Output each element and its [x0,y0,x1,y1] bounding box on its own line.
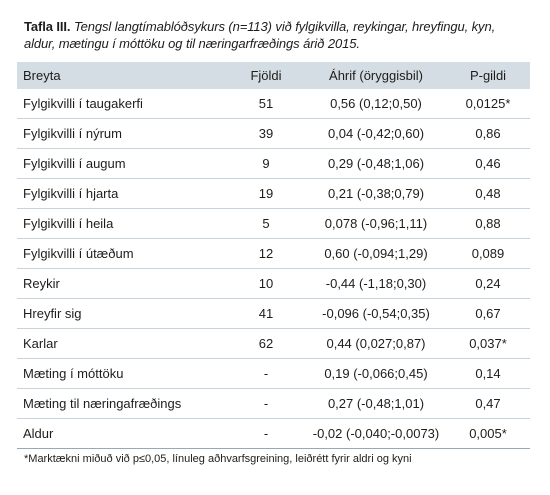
table-row [17,419,530,449]
cell-variable: Reykir [23,276,60,291]
cell-effect: -0,096 (-0,54;0,35) [322,306,430,321]
header-effect: Áhrif (öryggisbil) [329,68,423,83]
cell-count: 12 [258,246,274,261]
cell-count: 39 [258,126,274,141]
cell-variable: Aldur [23,426,54,441]
cell-pvalue: 0,0125* [465,96,511,111]
table-footnote: *Marktækni miðuð við p≤0,05, línuleg aðhvarfsgreining, leiðrétt fyrir aldri og kyni [24,453,412,465]
cell-pvalue: 0,67 [475,306,501,321]
cell-pvalue: 0,88 [475,216,501,231]
cell-effect: 0,60 (-0,094;1,29) [324,246,428,261]
cell-effect: 0,56 (0,12;0,50) [330,96,422,111]
table-row [17,329,530,359]
cell-count: 5 [262,216,270,231]
cell-pvalue: 0,86 [475,126,501,141]
cell-count: 51 [258,96,274,111]
caption-text: Tengsl langtímablóðsykurs (n=113) við fylgikvilla, reykingar, hreyfingu, kyn, aldur, mætingu í móttöku og til næringarfræðings árið 2015. [24,19,496,51]
cell-variable: Fylgikvilli í augum [23,156,126,171]
cell-pvalue: 0,14 [475,366,501,381]
cell-variable: Fylgikvilli í útæðum [23,246,134,261]
table-row [17,359,530,389]
table-row [17,239,530,269]
cell-effect: 0,21 (-0,38;0,79) [327,186,425,201]
cell-variable: Karlar [23,336,58,351]
header-variable: Breyta [23,68,61,83]
table-row [17,149,530,179]
cell-effect: -0,02 (-0,040;-0,0073) [312,426,440,441]
cell-variable: Mæting til næringafræðings [23,396,182,411]
cell-count: 19 [258,186,274,201]
cell-pvalue: 0,47 [475,396,501,411]
cell-variable: Fylgikvilli í hjarta [23,186,119,201]
cell-effect: 0,04 (-0,42;0,60) [327,126,425,141]
table-row [17,389,530,419]
table-row [17,299,530,329]
header-count: Fjöldi [250,68,282,83]
cell-count: - [263,396,269,411]
cell-count: 41 [258,306,274,321]
table-caption [24,18,529,52]
cell-variable: Hreyfir sig [23,306,82,321]
table-row [17,89,530,119]
cell-pvalue: 0,005* [469,426,507,441]
cell-pvalue: 0,037* [469,336,507,351]
cell-effect: -0,44 (-1,18;0,30) [325,276,427,291]
cell-effect: 0,29 (-0,48;1,06) [327,156,425,171]
cell-variable: Mæting í móttöku [23,366,124,381]
table-row [17,269,530,299]
caption-label: Tafla III. [24,19,71,34]
cell-variable: Fylgikvilli í nýrum [23,126,122,141]
cell-pvalue: 0,46 [475,156,501,171]
table-row [17,179,530,209]
results-table [17,62,530,449]
cell-count: - [263,426,269,441]
cell-effect: 0,27 (-0,48;1,01) [327,396,425,411]
cell-effect: 0,44 (0,027;0,87) [326,336,426,351]
cell-effect: 0,078 (-0,96;1,11) [324,216,428,231]
cell-pvalue: 0,24 [475,276,501,291]
table-header-row [17,62,530,89]
cell-variable: Fylgikvilli í heila [23,216,114,231]
cell-variable: Fylgikvilli í taugakerfi [23,96,143,111]
cell-effect: 0,19 (-0,066;0,45) [324,366,428,381]
header-pvalue: P-gildi [469,68,507,83]
cell-count: 9 [262,156,270,171]
cell-count: - [263,366,269,381]
cell-count: 62 [258,336,274,351]
cell-count: 10 [258,276,274,291]
table-row [17,209,530,239]
cell-pvalue: 0,48 [475,186,501,201]
table-row [17,119,530,149]
cell-pvalue: 0,089 [471,246,505,261]
